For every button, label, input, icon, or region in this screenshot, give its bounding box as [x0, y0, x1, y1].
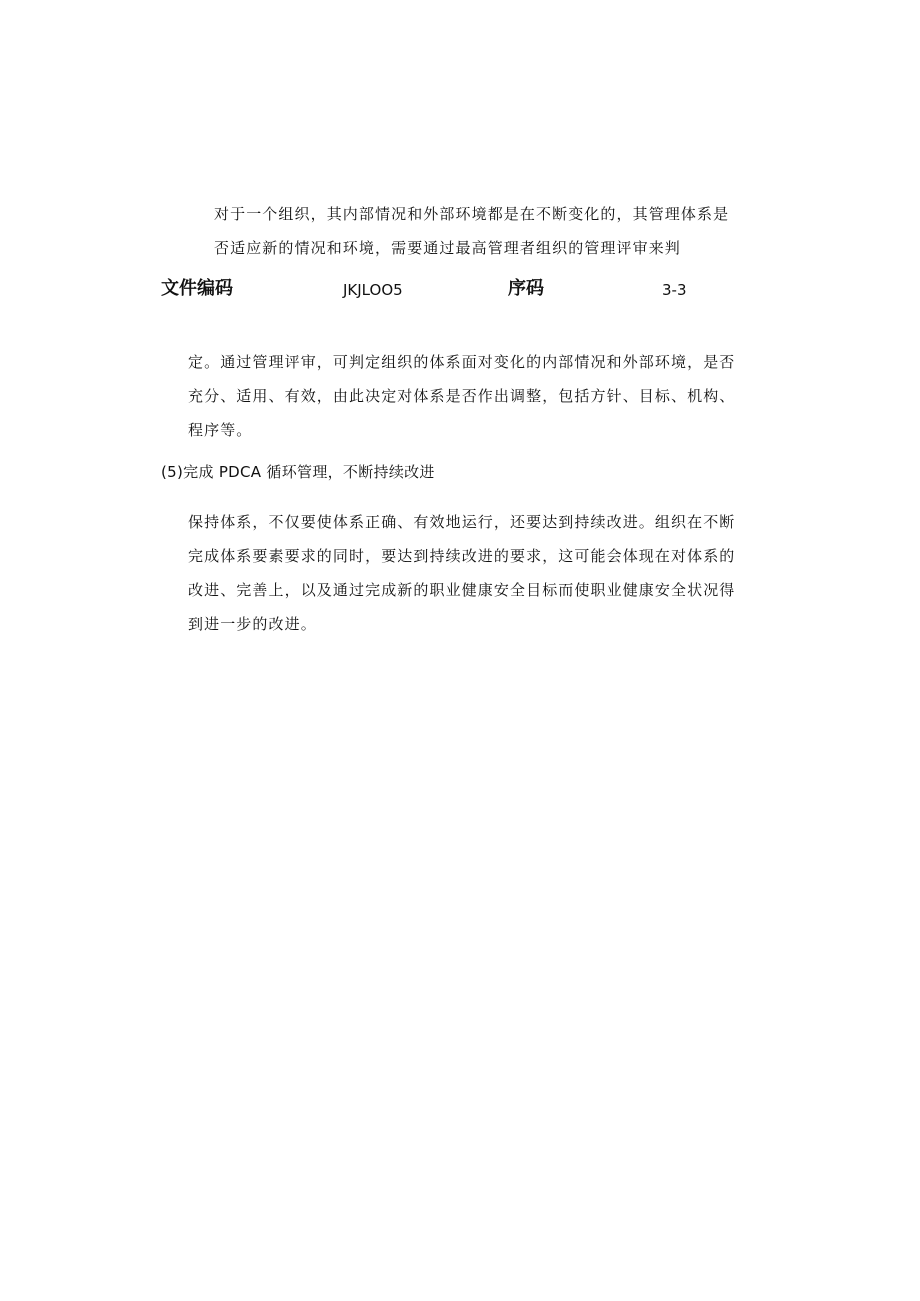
para2-line-4: 到进一步的改进。 [188, 615, 317, 633]
para1-line-1: 定。通过管理评审，可判定组织的体系面对变化的内部情况和外部环境，是否 [188, 353, 736, 371]
para2-line-3: 改进、完善上，以及通过完成新的职业健康安全目标而使职业健康安全状况得 [188, 581, 736, 599]
para1-line-3: 程序等。 [188, 421, 253, 439]
para1-line-2: 充分、适用、有效，由此决定对体系是否作出调整，包括方针、目标、机构、 [188, 387, 736, 405]
seq-value: 3-3 [662, 281, 687, 299]
seq-label: 序码 [508, 278, 544, 299]
para2-line-2: 完成体系要素要求的同时，要达到持续改进的要求，这可能会体现在对体系的 [188, 547, 736, 565]
intro-line-2: 否适应新的情况和环境，需要通过最高管理者组织的管理评审来判 [214, 239, 681, 257]
doc-code-label: 文件编码 [161, 278, 233, 299]
intro-line-1: 对于一个组织，其内部情况和外部环境都是在不断变化的，其管理体系是 [214, 205, 730, 223]
section-heading-5: (5)完成 PDCA 循环管理，不断持续改进 [161, 463, 435, 481]
para2-line-1: 保持体系，不仅要使体系正确、有效地运行，还要达到持续改进。组织在不断 [188, 513, 736, 531]
doc-code-value: JKJLOO5 [343, 281, 403, 299]
